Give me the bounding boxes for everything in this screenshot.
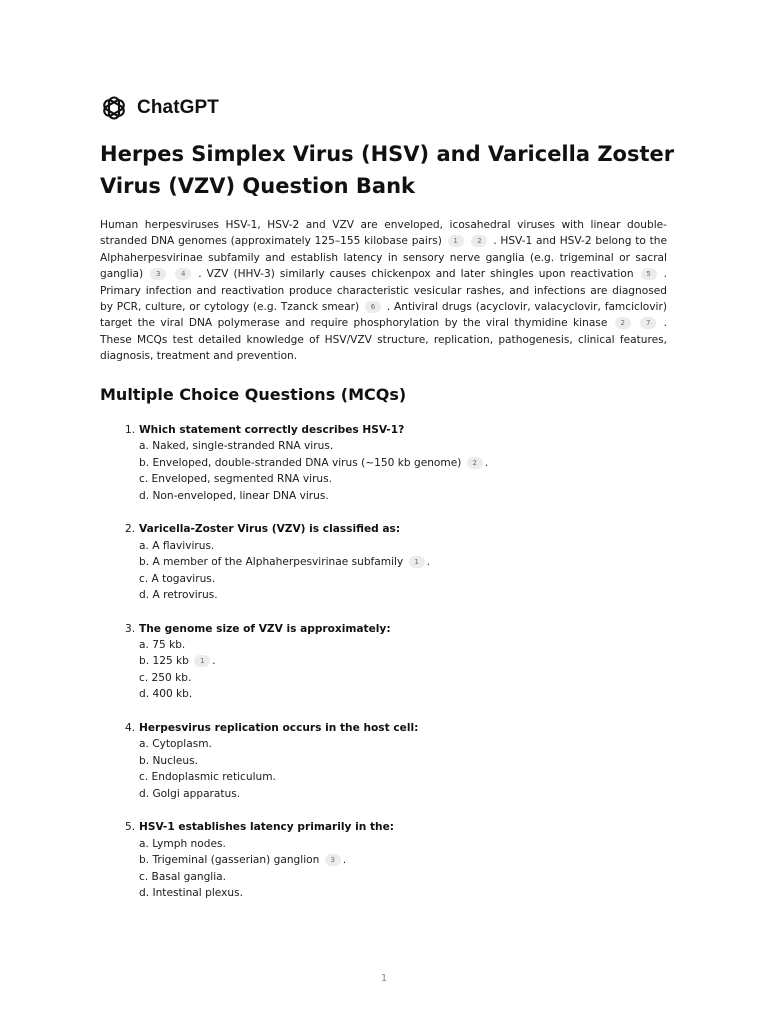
document-title: Herpes Simplex Virus (HSV) and Varicella Zoster Virus (VZV) Question Bank xyxy=(100,142,675,198)
answer-option xyxy=(139,488,667,504)
question-stem: The genome size of VZV is approximately: xyxy=(139,622,391,635)
answer-option-text: a. 75 kb. xyxy=(139,639,186,652)
citation-badge[interactable]: 4 xyxy=(175,268,191,280)
answer-option-text: c. Basal ganglia. xyxy=(139,870,227,883)
question-stem: Herpesvirus replication occurs in the host cell: xyxy=(139,721,419,734)
citation-badge[interactable]: 1 xyxy=(409,556,425,568)
intro-text: Human herpesviruses HSV-1, HSV-2 and VZV are enveloped, icosahedral viruses with linear double-stranded DNA genomes (approximately 125–155 kilobase pairs) xyxy=(100,219,667,248)
citation-badge[interactable]: 6 xyxy=(365,301,381,313)
answer-option xyxy=(139,736,667,752)
openai-logo-icon xyxy=(100,94,128,122)
citation-badge[interactable]: 2 xyxy=(471,235,487,247)
question-number: 4. xyxy=(125,721,136,734)
answer-option-text: c. Enveloped, segmented RNA virus. xyxy=(139,473,333,486)
answer-option xyxy=(139,587,667,603)
answer-option xyxy=(139,571,667,587)
answer-option-text: a. Naked, single-stranded RNA virus. xyxy=(139,440,334,453)
question-item xyxy=(100,422,667,504)
citation-badge[interactable]: 2 xyxy=(467,457,483,469)
answer-option-punctuation: . xyxy=(426,556,431,569)
citation-badge[interactable]: 3 xyxy=(325,854,341,866)
answer-option xyxy=(139,836,667,852)
page-number: 1 xyxy=(380,973,388,984)
answer-option-text: a. A flavivirus. xyxy=(139,539,215,552)
intro-text: . Antiviral drugs (acyclovir, valacyclovir, famciclovir) target the viral DNA polymerase and require phosphorylation by the viral thymidine kinase xyxy=(100,301,667,330)
question-stem: Which statement correctly describes HSV-1? xyxy=(139,424,405,436)
citation-badge[interactable]: 2 xyxy=(615,317,631,329)
answer-option xyxy=(139,554,667,570)
question-item xyxy=(100,819,667,901)
section-heading: Multiple Choice Questions (MCQs) xyxy=(100,385,407,404)
answer-option xyxy=(139,885,667,901)
question-item xyxy=(100,621,667,703)
answer-option-punctuation: . xyxy=(484,456,489,469)
intro-text: . These MCQs test detailed knowledge of HSV/VZV structure, replication, pathogenesis, clinical features, diagnosis, treatment and prevention. xyxy=(100,317,667,363)
answer-option-text: d. Non-enveloped, linear DNA virus. xyxy=(139,489,329,502)
question-item xyxy=(100,720,667,802)
question-number: 1. xyxy=(125,424,136,436)
answer-option xyxy=(139,786,667,802)
answer-option xyxy=(139,869,667,885)
intro-text: . Primary infection and reactivation produce characteristic vesicular rashes, and infections are diagnosed by PCR, culture, or cytology (e.g. Tzanck smear) xyxy=(100,268,667,314)
citation-badge[interactable]: 1 xyxy=(448,235,464,247)
question-number: 5. xyxy=(125,821,136,834)
question-number: 3. xyxy=(125,622,136,635)
answer-option-text: a. Lymph nodes. xyxy=(139,837,226,850)
question-item xyxy=(100,521,667,603)
answer-option xyxy=(139,538,667,554)
answer-option xyxy=(139,769,667,785)
answer-option-text: b. Enveloped, double-stranded DNA virus (~150 kb genome) xyxy=(139,456,462,469)
citation-badge[interactable]: 3 xyxy=(150,268,166,280)
answer-option-text: c. Endoplasmic reticulum. xyxy=(139,771,276,784)
answer-option xyxy=(139,852,667,868)
answer-option-text: b. A member of the Alphaherpesvirinae subfamily xyxy=(139,556,404,569)
answer-option-text: b. 125 kb xyxy=(139,655,189,668)
question-stem: Varicella-Zoster Virus (VZV) is classified as: xyxy=(139,523,401,536)
question-number: 2. xyxy=(125,523,136,536)
brand-name: ChatGPT xyxy=(137,97,219,118)
intro-paragraph xyxy=(100,217,667,365)
answer-option xyxy=(139,637,667,653)
answer-option-text: b. Nucleus. xyxy=(139,754,198,767)
answer-option xyxy=(139,471,667,487)
answer-option-punctuation: . xyxy=(342,854,347,867)
brand-header xyxy=(100,94,219,122)
question-list xyxy=(100,422,667,919)
answer-option xyxy=(139,653,667,669)
answer-option xyxy=(139,753,667,769)
answer-option xyxy=(139,455,667,471)
answer-option-text: d. Intestinal plexus. xyxy=(139,886,243,899)
intro-text: . HSV-1 and HSV-2 belong to the Alphaherpesvirinae subfamily and establish latency in sensory nerve ganglia (e.g. trigeminal or sacral ganglia) xyxy=(100,235,668,281)
answer-option-text: d. A retrovirus. xyxy=(139,588,218,601)
answer-option xyxy=(139,438,667,454)
answer-option-text: d. 400 kb. xyxy=(139,688,193,701)
answer-option-text: c. 250 kb. xyxy=(139,671,192,684)
answer-option-text: a. Cytoplasm. xyxy=(139,738,212,751)
answer-option xyxy=(139,686,667,702)
citation-badge[interactable]: 1 xyxy=(194,655,210,667)
answer-option-text: d. Golgi apparatus. xyxy=(139,787,241,800)
answer-option-text: b. Trigeminal (gasserian) ganglion xyxy=(139,854,320,867)
citation-badge[interactable]: 5 xyxy=(641,268,657,280)
citation-badge[interactable]: 7 xyxy=(640,317,656,329)
answer-option-text: c. A togavirus. xyxy=(139,572,216,585)
answer-option xyxy=(139,670,667,686)
question-stem: HSV-1 establishes latency primarily in the: xyxy=(139,821,394,834)
answer-option-punctuation: . xyxy=(212,655,216,668)
intro-text: . VZV (HHV-3) similarly causes chickenpox and later shingles upon reactivation xyxy=(198,268,634,281)
